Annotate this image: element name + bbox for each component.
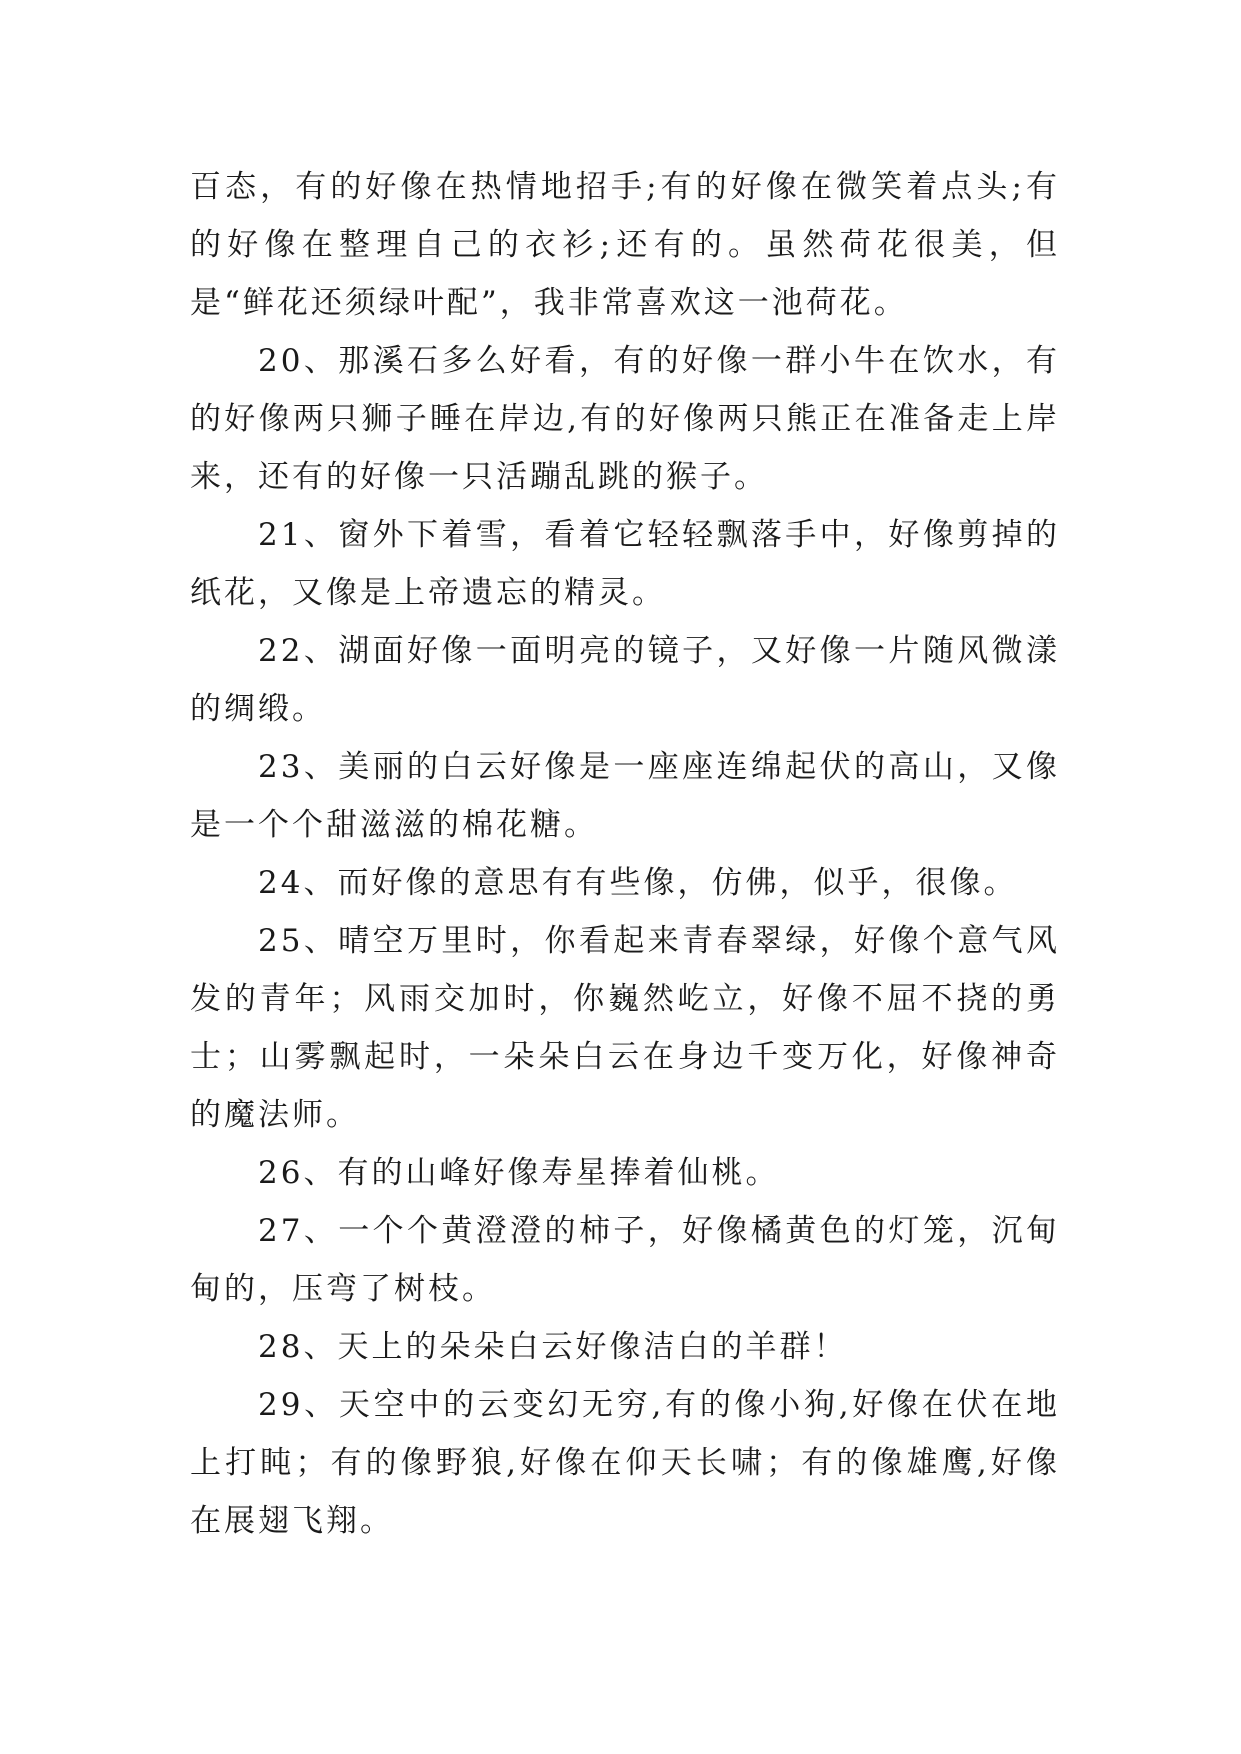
paragraph-item-21: 21、窗外下着雪，看着它轻轻飘落手中，好像剪掉的纸花，又像是上帝遗忘的精灵。 xyxy=(190,517,1060,611)
paragraph-item-25: 25、晴空万里时，你看起来青春翠绿，好像个意气风发的青年；风雨交加时，你巍然屹立，好像不屈不挠的勇士；山雾飘起时，一朵朵白云在身边千变万化，好像神奇的魔法师。 xyxy=(190,923,1060,1133)
paragraph-continuation: 百态，有的好像在热情地招手;有的好像在微笑着点头;有的好像在整理自己的衣衫;还有的。虽然荷花很美，但是“鲜花还须绿叶配”，我非常喜欢这一池荷花。 xyxy=(190,169,1060,321)
document-body xyxy=(190,158,1060,1550)
paragraph-item-24: 24、而好像的意思有有些像，仿佛，似乎，很像。 xyxy=(258,865,1018,901)
paragraph-item-29: 29、天空中的云变幻无穷,有的像小狗,好像在伏在地上打盹；有的像野狼,好像在仰天长啸；有的像雄鹰,好像在展翅飞翔。 xyxy=(190,1387,1060,1539)
paragraph-item-27: 27、一个个黄澄澄的柿子，好像橘黄色的灯笼，沉甸甸的，压弯了树枝。 xyxy=(190,1213,1060,1307)
paragraph-item-22: 22、湖面好像一面明亮的镜子，又好像一片随风微漾的绸缎。 xyxy=(190,633,1060,727)
paragraph-item-20: 20、那溪石多么好看，有的好像一群小牛在饮水，有的好像两只狮子睡在岸边,有的好像两只熊正在准备走上岸来，还有的好像一只活蹦乱跳的猴子。 xyxy=(190,343,1060,495)
paragraph-item-28: 28、天上的朵朵白云好像洁白的羊群！ xyxy=(258,1329,848,1365)
paragraph-item-26: 26、有的山峰好像寿星捧着仙桃。 xyxy=(258,1155,780,1191)
paragraph-item-23: 23、美丽的白云好像是一座座连绵起伏的高山，又像是一个个甜滋滋的棉花糖。 xyxy=(190,749,1060,843)
